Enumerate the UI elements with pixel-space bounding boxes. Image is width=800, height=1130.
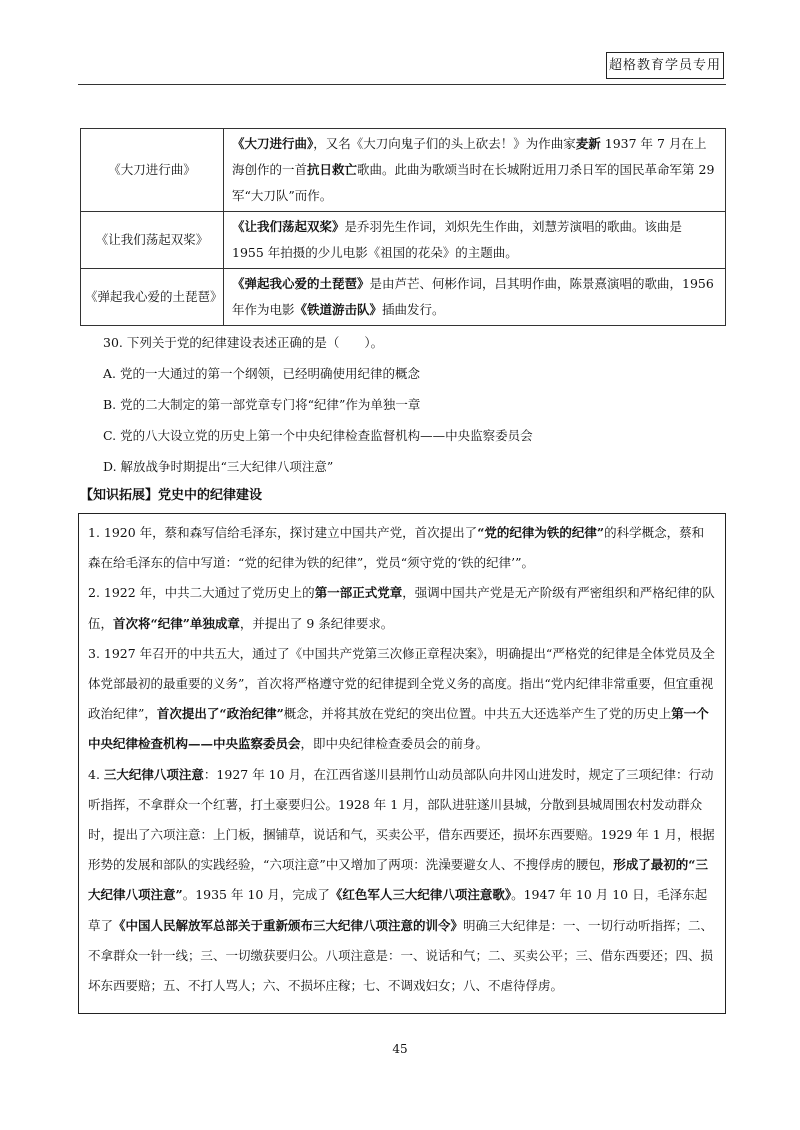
- table-row: [81, 212, 726, 269]
- knowledge-title: 【知识拓展】党史中的纪律建设: [80, 488, 263, 503]
- bold-text: 《弹起我心爱的土琵琶》: [232, 276, 370, 291]
- bold-text: 麦新: [575, 136, 601, 151]
- song-name: 《弹起我心爱的土琵琶》: [81, 269, 224, 326]
- bold-text: 《铁道游击队》: [294, 302, 383, 317]
- text-segment: 歌曲。此曲为歌颂当时在长城附近用刀杀日军的国民革命军第 29 军“大刀队”而作。: [232, 162, 715, 203]
- bold-text: 首次将“纪律”单独成章: [113, 615, 240, 631]
- song-name: 《大刀进行曲》: [81, 129, 224, 212]
- option-b: B. 党的二大制定的第一部党章专门将“纪律”作为单独一章: [103, 397, 421, 412]
- text-segment: ，又名《大刀向鬼子们的头上砍去！》为作曲家: [313, 136, 576, 151]
- bold-text: 《大刀进行曲》: [232, 136, 314, 151]
- text-segment: 的科学概念，蔡和森在给毛泽东的信中写道：“党的纪律为铁的纪律”: [88, 525, 705, 571]
- question-stem: 30. 下列关于党的纪律建设表述正确的是（ ）。: [103, 335, 384, 350]
- text-segment: 。1947 年 10 月 10 日，毛泽东起草了: [88, 887, 708, 933]
- song-table: [80, 128, 726, 326]
- option-a: A. 党的一大通过的第一个纲领，已经明确使用纪律的概念: [103, 366, 420, 381]
- text-segment: 3. 1927 年召开的中共五大，通过了《中国共产党第三次修正章程决案》，明确提出“严格党的纪律是全体党员及全体党部最初的最重要的义务”，首次将严格遵守党的纪律提到全党义务的高度。指出“党内纪律非常重要，但宜重视政治纪律”，: [88, 645, 715, 722]
- table-row: [81, 129, 726, 212]
- text-segment: 明确三大纪律是：一、一切行动听指挥；二、不拿群众一针一线；三、一切缴获要归公。八项注意是：一、说话和气；二、买卖公平；三、借东西要还；四、损坏东西要赔；五、不打人骂人；六、不损坏庄稼；七、不调戏妇女；八、不虐待俘虏。: [88, 917, 714, 994]
- bold-text: 首次提出了“政治纪律”: [156, 706, 284, 722]
- header-rule: [78, 84, 726, 85]
- song-description: [224, 212, 726, 269]
- bold-text: 《红色军人三大纪律八项注意歌》: [329, 887, 512, 903]
- bold-text: 形成了最初的“三大纪律八项注意”: [88, 857, 708, 903]
- option-d: D. 解放战争时期提出“三大纪律八项注意”: [103, 459, 334, 474]
- text-segment: ，并提出了 9 条纪律要求。: [239, 615, 394, 631]
- bold-text: 第一部正式党章: [314, 585, 403, 601]
- text-segment: 1937 年 7 月在上海创作的一首: [232, 136, 707, 177]
- text-segment: 4.: [88, 766, 104, 782]
- bold-text: “党的纪律为铁的纪律”: [477, 525, 605, 540]
- watermark-badge: 超格教育学员专用: [606, 52, 724, 79]
- knowledge-paragraph: [88, 518, 716, 578]
- knowledge-paragraph: [88, 639, 716, 760]
- text-segment: 2. 1922 年，中共二大通过了党历史上的: [88, 585, 315, 601]
- knowledge-paragraph: [88, 578, 716, 638]
- text-segment: ，党员“须守党的‘铁的纪律’”。: [363, 555, 535, 571]
- knowledge-box: [78, 513, 726, 1014]
- text-segment: 1. 1920 年，蔡和森写信给毛泽东，探讨建立中国共产党，首次提出了: [88, 525, 478, 540]
- bold-text: 抗日救亡: [307, 162, 358, 177]
- text-segment: ，即中央纪律检查委员会的前身。: [300, 736, 489, 752]
- bold-text: 《中国人民解放军总部关于重新颁布三大纪律八项注意的训令》: [113, 917, 464, 933]
- song-description: [224, 129, 726, 212]
- option-c: C. 党的八大设立党的历史上第一个中央纪律检查监督机构——中央监察委员会: [103, 428, 533, 443]
- bold-text: 第一个中央纪律检查机构——中央监察委员会: [88, 706, 709, 752]
- song-description: [224, 269, 726, 326]
- text-segment: 。1935 年 10 月，完成了: [182, 887, 330, 903]
- text-segment: 是乔羽先生作词，刘炽先生作曲，刘慧芳演唱的歌曲。该曲是 1955 年拍摄的少儿电影《祖国的花朵》的主题曲。: [232, 219, 683, 260]
- text-segment: 是由芦芒、何彬作词，吕其明作曲，陈景熹演唱的歌曲，1956 年作为电影: [232, 276, 714, 317]
- song-name: 《让我们荡起双桨》: [81, 212, 224, 269]
- text-segment: ：1927 年 10 月，在江西省遂川县荆竹山动员部队向井冈山进发时，规定了三项纪律：行动听指挥，不拿群众一个红薯，打土豪要归公。1928 年 1 月，部队进驻遂川县城，分散到县城周围农村发动群众时，提出了六项注意：上门板，捆铺草，说话和气，买卖公平，借东西要还，损坏东西要赔。1929 年 1 月，根据形势的发展和部队的实践经验，“六项注意”中又增加了两项：洗澡要避女人、不搜俘虏的腰包，: [88, 766, 715, 873]
- bold-text: 《让我们荡起双桨》: [232, 219, 345, 234]
- page-number: 45: [392, 1042, 408, 1056]
- text-segment: ，强调中国共产党是无产阶级有严密组织和严格纪律的队伍，: [88, 585, 715, 631]
- table-row: [81, 269, 726, 326]
- knowledge-paragraph: [88, 760, 716, 1002]
- text-segment: 插曲发行。: [382, 302, 445, 317]
- bold-text: 三大纪律八项注意: [103, 766, 204, 782]
- text-segment: 概念，并将其放在党纪的突出位置。中共五大还选举产生了党的历史上: [283, 706, 672, 722]
